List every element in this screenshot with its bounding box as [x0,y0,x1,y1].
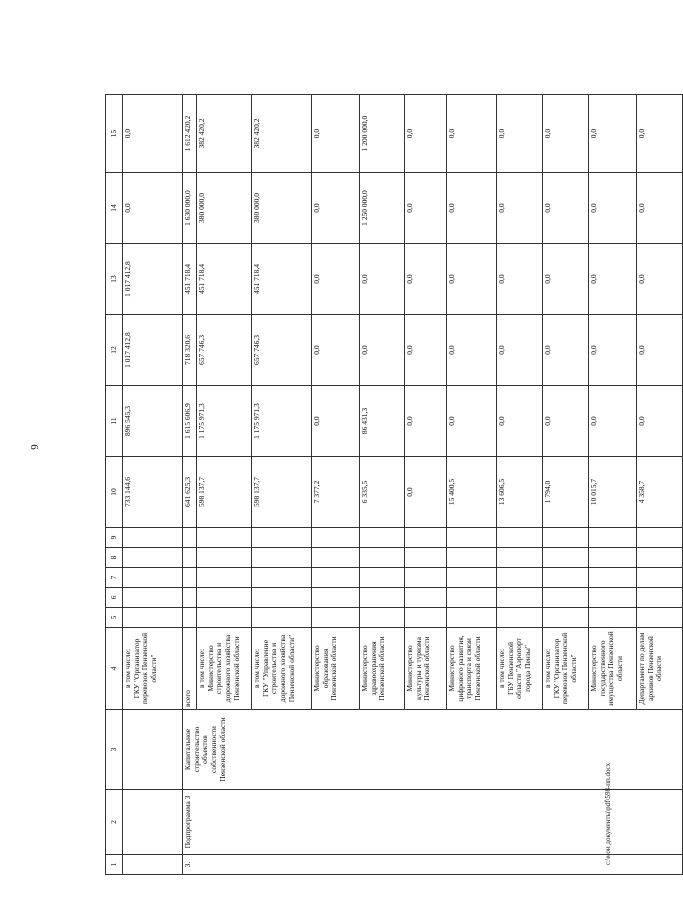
empty-cell [360,528,405,548]
empty-cell [312,608,360,628]
empty-cell [497,568,543,588]
empty-cell [497,528,543,548]
value-cell: 0,0 [312,315,360,386]
organization-cell: всего [183,628,197,710]
organization-cell: в том числе: Министерство строительства и дорожного хозяйства Пензенской области [197,628,252,710]
empty-cell [637,608,683,628]
empty-cell [447,608,497,628]
empty-cell [312,528,360,548]
value-cell: 0,0 [405,457,447,528]
empty-cell [543,548,589,568]
value-cell: 0,0 [123,95,183,173]
value-cell: 0,0 [589,244,637,315]
empty-cell [497,588,543,608]
budget-table-container [105,95,664,875]
empty-cell [405,568,447,588]
value-cell: 0,0 [543,244,589,315]
column-number: 1 [106,855,123,875]
file-path-footer: c:\мои документы\pdf\598-пп.docx [604,762,612,865]
empty-cell [312,588,360,608]
value-cell: 0,0 [637,244,683,315]
empty-cell [183,608,197,628]
empty-cell [447,548,497,568]
value-cell: 0,0 [589,315,637,386]
value-cell: 380 000,0 [252,173,312,244]
empty-cell [183,568,197,588]
table-row [123,95,183,875]
value-cell: 896 545,3 [123,386,183,457]
value-cell: 451 718,4 [252,244,312,315]
value-cell: 1 017 412,8 [123,244,183,315]
empty-cell [543,528,589,548]
value-cell: 451 718,4 [197,244,252,315]
empty-cell [543,568,589,588]
empty-cell [183,528,197,548]
empty-cell [312,548,360,568]
empty-cell [447,528,497,548]
value-cell: 0,0 [123,173,183,244]
value-cell: 0,0 [543,315,589,386]
value-cell: 10 015,7 [589,457,637,528]
empty-cell [252,528,312,548]
value-cell: 0,0 [312,95,360,173]
value-cell: 0,0 [543,386,589,457]
value-cell: 0,0 [447,95,497,173]
empty-cell [589,588,637,608]
value-cell: 0,0 [447,315,497,386]
value-cell: 0,0 [360,315,405,386]
value-cell: 0,0 [312,173,360,244]
empty-cell [252,588,312,608]
empty-cell [637,568,683,588]
column-number: 7 [106,568,123,588]
column-number: 4 [106,628,123,710]
column-number: 11 [106,386,123,457]
table-row [183,95,197,875]
value-cell: 598 137,7 [252,457,312,528]
empty-cell [447,588,497,608]
value-cell: 0,0 [637,173,683,244]
empty-cell [183,588,197,608]
column-number: 14 [106,173,123,244]
empty-cell [197,568,252,588]
organization-cell: в том числе: ГКУ "Организатор перевозок Пензенской области" [123,628,183,710]
empty-cell [360,548,405,568]
value-cell: 1 017 412,8 [123,315,183,386]
empty-cell [183,548,197,568]
value-cell: 0,0 [405,386,447,457]
value-cell: 657 746,3 [252,315,312,386]
organization-cell: Министерство образования Пензенской области [312,628,360,710]
value-cell: 0,0 [447,244,497,315]
organization-cell: Министерство здравоохранения Пензенской области [360,628,405,710]
value-cell: 0,0 [405,244,447,315]
page-number: 6 [28,444,40,450]
value-cell: 0,0 [543,95,589,173]
value-cell: 0,0 [589,173,637,244]
empty-cell [360,568,405,588]
column-number: 12 [106,315,123,386]
column-number: 13 [106,244,123,315]
value-cell: 382 420,2 [252,95,312,173]
value-cell: 1 612 420,2 [183,95,197,173]
empty-cell [360,588,405,608]
value-cell: 0,0 [637,95,683,173]
value-cell: 718 320,6 [183,315,197,386]
column-number: 15 [106,95,123,173]
value-cell: 0,0 [543,173,589,244]
subprogram-name: Капитальное строительство объектов собственности Пензенской области [183,710,683,790]
empty-cell [543,608,589,628]
empty-cell [589,568,637,588]
empty-cell [405,608,447,628]
value-cell: 15 400,5 [447,457,497,528]
value-cell: 598 137,7 [197,457,252,528]
organization-cell: Министерство цифрового развития, транспорта и связи Пензенской области [447,628,497,710]
header-row [106,95,123,875]
value-cell: 1 794,0 [543,457,589,528]
value-cell: 0,0 [497,244,543,315]
empty-cell [360,608,405,628]
value-cell: 86 431,3 [360,386,405,457]
value-cell: 13 606,5 [497,457,543,528]
organization-cell: в том числе: ГКУ "Управление строительства и дорожного хозяйства Пензенской области" [252,628,312,710]
empty-cell [405,528,447,548]
column-number: 6 [106,588,123,608]
empty-cell [589,608,637,628]
value-cell: 1 175 971,3 [197,386,252,457]
value-cell: 0,0 [497,173,543,244]
empty-cell [589,528,637,548]
value-cell: 0,0 [589,95,637,173]
column-number: 2 [106,790,123,855]
value-cell: 0,0 [360,244,405,315]
empty-cell [405,588,447,608]
value-cell: 0,0 [497,315,543,386]
value-cell: 1 630 000,0 [183,173,197,244]
empty-cell [197,588,252,608]
empty-cell [637,588,683,608]
value-cell: 6 335,5 [360,457,405,528]
column-number: 3 [106,710,123,790]
value-cell: 0,0 [637,386,683,457]
value-cell: 641 625,3 [183,457,197,528]
value-cell: 0,0 [405,95,447,173]
value-cell: 4 358,7 [637,457,683,528]
value-cell: 0,0 [312,244,360,315]
empty-cell [252,608,312,628]
value-cell: 0,0 [405,173,447,244]
budget-table [105,94,683,875]
organization-cell: Министерство государственного имущества Пензенской области [589,628,637,710]
empty-cell [197,548,252,568]
column-number: 5 [106,608,123,628]
value-cell: 382 420,2 [197,95,252,173]
value-cell: 1 250 000,0 [360,173,405,244]
organization-cell: в том числе: ГКУ "Организатор перевозок Пензенской области" [543,628,589,710]
subprogram-title: Подпрограмма 3 [183,790,683,855]
section-number: 3. [183,855,683,875]
organization-cell: в том числе: ГБУ Пензенской области "Аэропорт города Пензы" [497,628,543,710]
column-number: 10 [106,457,123,528]
value-cell: 0,0 [497,95,543,173]
empty-cell [197,608,252,628]
empty-cell [405,548,447,568]
value-cell: 1 175 971,3 [252,386,312,457]
value-cell: 0,0 [447,386,497,457]
value-cell: 657 746,3 [197,315,252,386]
value-cell: 0,0 [405,315,447,386]
value-cell: 0,0 [497,386,543,457]
value-cell: 1 200 000,0 [360,95,405,173]
value-cell: 0,0 [447,173,497,244]
value-cell: 0,0 [312,386,360,457]
value-cell: 7 377,2 [312,457,360,528]
empty-cell [447,568,497,588]
value-cell: 0,0 [589,386,637,457]
empty-cell [637,548,683,568]
column-number: 9 [106,528,123,548]
value-cell: 451 718,4 [183,244,197,315]
value-cell: 1 615 606,9 [183,386,197,457]
column-number: 8 [106,548,123,568]
value-cell: 0,0 [637,315,683,386]
empty-cell [637,528,683,548]
subprogram-section [183,95,683,875]
empty-cell [589,548,637,568]
value-cell: 380 000,0 [197,173,252,244]
organization-cell: Министерство культуры и туризма Пензенской области [405,628,447,710]
empty-cell [497,608,543,628]
value-cell: 733 144,6 [123,457,183,528]
empty-cell [312,568,360,588]
empty-cell [252,548,312,568]
empty-cell [252,568,312,588]
empty-cell [497,548,543,568]
empty-cell [197,528,252,548]
organization-cell: Департамент по делам архивов Пензенской области [637,628,683,710]
empty-cell [543,588,589,608]
